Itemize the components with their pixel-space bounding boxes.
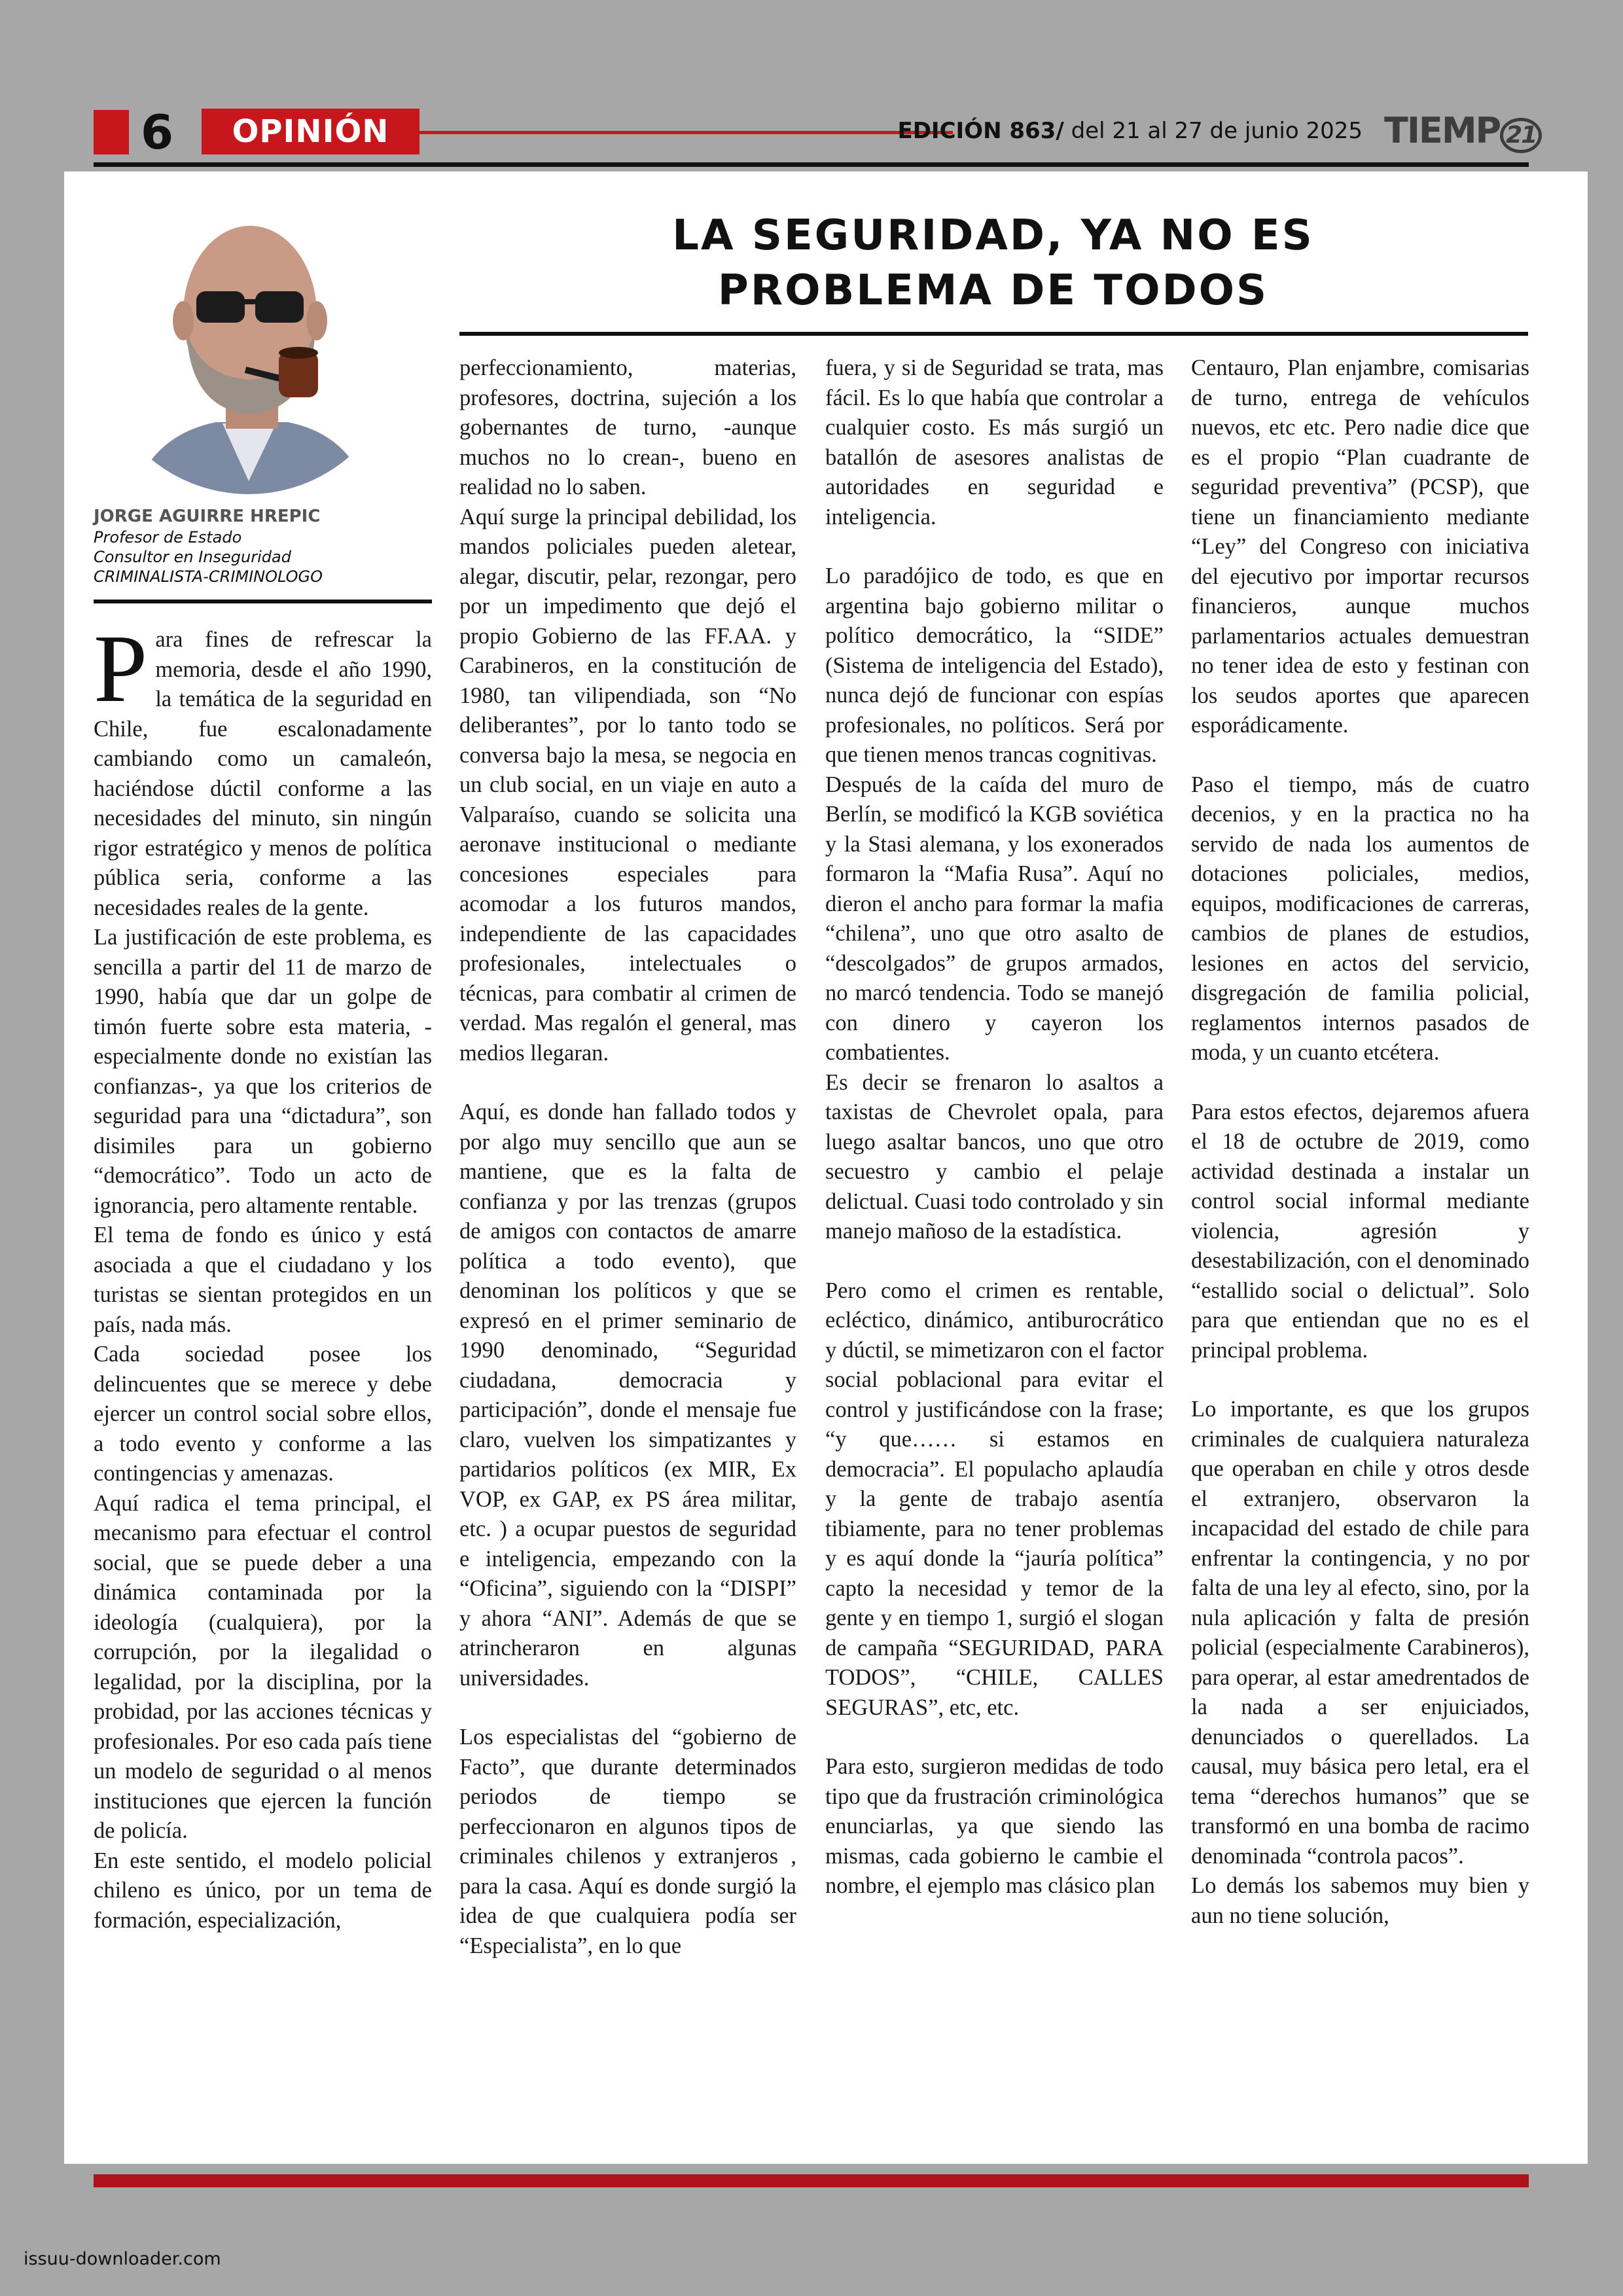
- footer-red-rule: [94, 2174, 1529, 2187]
- article-column-3: [825, 353, 1164, 1901]
- paragraph: El tema de fondo es único y está asociada a que el ciudadano y los turistas se sientan protegidos en un país, nada más.: [94, 1223, 432, 1337]
- paragraph: Centauro, Plan enjambre, comisarias de turno, entrega de vehículos nuevos, etc etc. Pero nadie dice que es el propio “Plan cuadrante de seguridad preventiva” (PCSP), que tiene un financiamiento mediante “Ley” del Congreso con iniciativa del ejecutivo por importar recursos financieros, aunque muchos parlamentarios actuales demuestran no tener idea de esto y festinan con los seudos aportes que aparecen esporádicamente.: [1191, 355, 1529, 738]
- paragraph: En este sentido, el modelo policial chileno es único, por un tema de formación, especialización,: [94, 1848, 432, 1933]
- watermark-text[interactable]: issuu-downloader.com: [24, 2249, 221, 2269]
- paragraph: Después de la caída del muro de Berlín, se modificó la KGB soviética y la Stasi alemana, y los exonerados formaron la “Mafia Rusa”. Aquí no dieron el ancho para formar la mafia “chilena”, uno que otro asalto de “descolgados” de grupos armados, no marcó tendencia. Todo se manejó con dinero y cayeron los combatientes.: [825, 772, 1164, 1065]
- paragraph: [94, 615, 432, 923]
- paragraph: Aquí, es donde han fallado todos y por algo muy sencillo que aun se mantiene, que es la falta de confianza y por las trenzas (grupos de amigos con contactos de amarre política a todo evento), que denominan los políticos y que se expresó en el primer seminario de 1990 denominado, “Seguridad ciudadana, democracia y participación”, donde el mensaje fue claro, vuelven los simpatizantes y partidarios políticos (ex MIR, Ex VOP, ex GAP, ex PS área militar, etc. ) a ocupar puestos de seguridad e inteligencia, empezando con la “Oficina”, siguiendo con la “DISPI” y ahora “ANI”. Además de que se atrincheraron en algunas universidades.: [459, 1100, 796, 1691]
- paragraph-text: ara fines de refrescar la memoria, desde el año 1990, la temática de la seguridad en Chile, fue escalonadamente cambiando como un camaleón, haciéndose dúctil conforme a las necesidades del minuto, sin ningún rigor estratégico y menos de política pública seria, conforme a las necesidades reales de la gente.: [94, 627, 432, 920]
- paragraph: Cada sociedad posee los delincuentes que se merece y debe ejercer un control social sobre ellos, a todo evento y conforme a las contingencias y amenazas.: [94, 1342, 432, 1486]
- edition-number: EDICIÓN 863/: [897, 118, 1064, 144]
- drop-cap: P: [94, 615, 148, 723]
- title-divider: [459, 332, 1528, 336]
- paragraph: perfeccionamiento, materias, profesores, doctrina, sujeción a los gobernantes de turno, -aunque muchos no lo crean-, bueno en realidad no lo saben.: [459, 355, 796, 499]
- paragraph: Pero como el crimen es rentable, ecléctico, dinámico, antiburocrático y dúctil, se mimetizaron con el factor social poblacional para evitar el control y justificándose con la frase; “y que…… si estamos en democracia”. El populacho aplaudía y la gente de trabajo asentía tibiamente, para no tener problemas y es aquí donde la “jauría política” capto la necesidad y temor de la gente y en tiempo 1, surgió el slogan de campaña “SEGURIDAD, PARA TODOS”, “CHILE, CALLES SEGURAS”, etc, etc.: [825, 1278, 1164, 1720]
- paragraph: Es decir se frenaron lo asaltos a taxistas de Chevrolet opala, para luego asaltar bancos, uno que otro secuestro y cambio el pelaje delictual. Cuasi todo controlado y sin manejo mañoso de la estadística.: [825, 1069, 1164, 1244]
- header-black-rule: [94, 162, 1529, 167]
- edition-dates: del 21 al 27 de junio 2025: [1063, 118, 1363, 144]
- author-role-3: CRIMINALISTA-CRIMINOLOGO: [94, 567, 323, 586]
- paragraph: Aquí surge la principal debilidad, los mandos policiales pueden aletear, alegar, discutir, pelar, rezongar, pero por un impedimento que dejó el propio Gobierno de las FF.AA. y Carabineros, en la constitución de 1980, tan vilipendiada, son “No deliberantes”, por lo tanto todo se conversa bajo la mesa, se negocia en un club social, en un viaje en auto a Valparaíso, cuando se solicita una aeronave institucional o mediante concesiones especiales para acomodar a los futuros mandos, independiente de las capacidades profesionales, intelectuales o técnicas, para combatir al crimen de verdad. Mas regalón el general, mas medios llegaran.: [459, 504, 796, 1066]
- paragraph: Lo paradójico de todo, es que en argentina bajo gobierno militar o político democrático, la “SIDE” (Sistema de inteligencia del Estado), nunca dejó de funcionar con espías profesionales, no políticos. Será por que tienen menos trancas cognitivas.: [825, 564, 1164, 767]
- paragraph: Los especialistas del “gobierno de Facto”, que durante determinados periodos de tiempo se perfeccionaron en algunos tipos de criminales chilenos y extranjeros , para la casa. Aquí es donde surgió la idea de que cualquiera podía ser “Especialista”, en lo que: [459, 1725, 796, 1958]
- author-name: JORGE AGUIRRE HREPIC: [94, 507, 321, 526]
- page-number-accent: [94, 110, 129, 154]
- paragraph: Lo importante, es que los grupos criminales de cualquiera naturaleza que operaban en chile y otros desde el extranjero, observaron la incapacidad del estado de chile para enfrentar la contingencia, y no por falta de una ley al efecto, sino, por la nula aplicación y falta de presión policial (especialmente Carabineros), para operar, al estar amedrentados de la nada a ser enjuiciados, denunciados o querellados. La causal, muy básica pero letal, era el tema “derechos humanos” que se transformó en una bomba de racimo denominada “controla pacos”.: [1191, 1397, 1529, 1869]
- edition-info: [897, 115, 1363, 147]
- title-line-2: PROBLEMA DE TODOS: [717, 266, 1269, 315]
- article-column-2: [459, 353, 796, 1961]
- author-portrait-image: [124, 180, 373, 501]
- article-column-4: [1191, 353, 1529, 1931]
- paragraph: Para esto, surgieron medidas de todo tipo que da frustración criminológica enunciarlas, ya que siendo las mismas, cada gobierno le cambie el nombre, el ejemplo mas clásico plan: [825, 1754, 1164, 1898]
- author-role-1: Profesor de Estado: [94, 528, 242, 547]
- section-label: OPINIÓN: [202, 109, 419, 154]
- paragraph: Aquí radica el tema principal, el mecanismo para efectuar el control social, que se puede deber a una dinámica contaminada por la ideología (cualquiera), por la corrupción, por la ilegalidad o legalidad, por la disciplina, por la probidad, por las acciones técnicas y profesionales. Por eso cada país tiene un modelo de seguridad o al menos instituciones que ejercen la función de policía.: [94, 1490, 432, 1843]
- title-line-1: LA SEGURIDAD, YA NO ES: [672, 211, 1314, 260]
- header-red-rule: [419, 131, 953, 134]
- paragraph: La justificación de este problema, es sencilla a partir del 11 de marzo de 1990, había que dar un golpe de timón fuerte sobre esta materia, -especialmente donde no existían las confianzas-, ya que los criterios de seguridad para una “dictadura”, son disimiles para un gobierno “democrático”. Todo un acto de ignorancia, pero altamente rentable.: [94, 925, 432, 1218]
- paragraph: Lo demás los sabemos muy bien y aun no tiene solución,: [1191, 1873, 1529, 1928]
- paragraph: Paso el tiempo, más de cuatro decenios, y en la practica no ha servido de nada los aumentos de dotaciones policiales, medios, equipos, modificaciones de carreras, cambios de planes de estudios, lesiones en actos del servicio, disgregación de familia policial, reglamentos internos pasados de moda, y un cuanto etcétera.: [1191, 772, 1529, 1065]
- author-divider: [94, 600, 432, 603]
- logo-text: TIEMP: [1384, 110, 1501, 151]
- logo-ring-number: 21: [1500, 118, 1542, 153]
- page-number: 6: [141, 105, 174, 160]
- author-photo: [124, 180, 373, 501]
- article-column-1: [94, 615, 432, 1935]
- paragraph: fuera, y si de Seguridad se trata, mas fácil. Es lo que había que controlar a cualquier costo. Es más surgió un batallón de asesores analistas de autoridades en seguridad e inteligencia.: [825, 355, 1164, 529]
- author-role-2: Consultor en Inseguridad: [94, 548, 291, 566]
- article-title: [458, 208, 1528, 318]
- newspaper-logo: [1384, 107, 1542, 154]
- paragraph: Para estos efectos, dejaremos afuera el 18 de octubre de 2019, como actividad destinada a instalar un control social informal mediante violencia, agresión y desestabilización, con el denominado “estallido social o delictual”. Solo para que entiendan que no es el principal problema.: [1191, 1099, 1529, 1363]
